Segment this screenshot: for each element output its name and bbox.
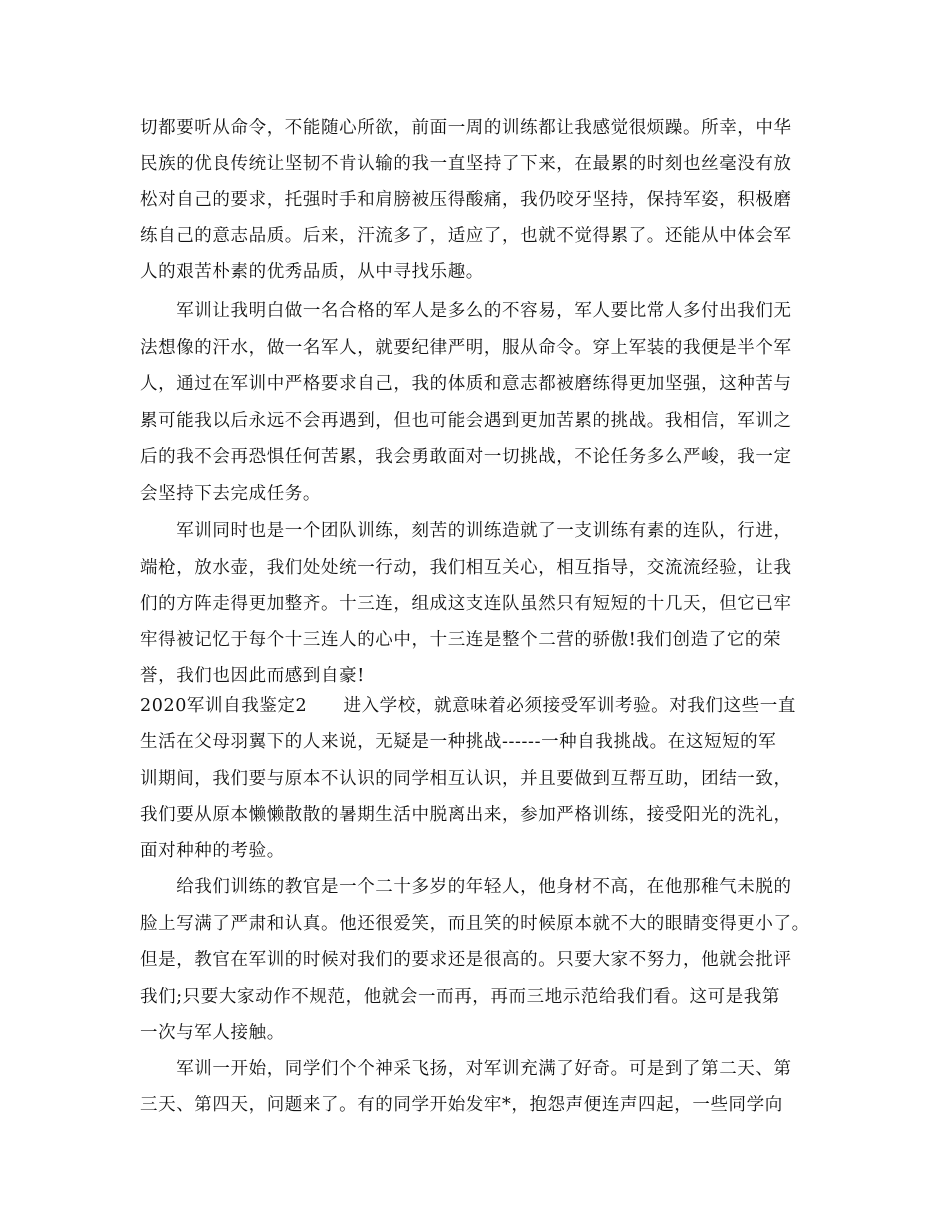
text-line: 切都要听从命令，不能随心所欲，前面一周的训练都让我感觉很烦躁。所幸，中华 [140,118,792,138]
text-line: 后的我不会再恐惧任何苦累，我会勇敢面对一切挑战，不论任务多么严峻，我一定 [140,447,792,467]
text-line: 法想像的汗水，做一名军人，就要纪律严明，服从命令。穿上军装的我便是半个军 [140,338,792,358]
text-line: 民族的优良传统让坚韧不肯认输的我一直坚持了下来，在最累的时刻也丝毫没有放 [140,154,792,174]
text-line: 面对种种的考验。 [140,841,285,861]
text-line: 们的方阵走得更加整齐。十三连，组成这支连队虽然只有短短的十几天，但它已牢 [140,594,792,614]
text-line: 军训一开始，同学们个个神采飞扬，对军训充满了好奇。可是到了第二天、第 [140,1059,792,1079]
text-line: 人的艰苦朴素的优秀品质，从中寻找乐趣。 [140,262,484,282]
text-line: 端枪，放水壶，我们处处统一行动，我们相互关心，相互指导，交流流经验，让我 [140,558,792,578]
text-line: 人，通过在军训中严格要求自己，我的体质和意志都被磨练得更加坚强，这种苦与 [140,374,792,394]
text-line: 给我们训练的教官是一个二十多岁的年轻人，他身材不高，在他那稚气未脱的 [140,877,792,897]
text-line: 我们;只要大家动作不规范，他就会一而再，再而三地示范给我们看。这可是我第 [140,987,780,1007]
text-line: 三天、第四天，问题来了。有的同学开始发牢*，抱怨声便连声四起，一些同学向 [140,1095,783,1115]
text-line: 军训让我明白做一名合格的军人是多么的不容易，军人要比常人多付出我们无 [140,301,792,321]
text-line: 我们要从原本懒懒散散的暑期生活中脱离出来，参加严格训练，接受阳光的洗礼， [140,805,792,825]
text-line: 练自己的意志品质。后来，汗流多了，适应了，也就不觉得累了。还能从中体会军 [140,226,792,246]
text-line: 生活在父母羽翼下的人来说，无疑是一种挑战------一种自我挑战。在这短短的军 [140,732,777,752]
text-line: 松对自己的要求，托强时手和肩膀被压得酸痛，我仍咬牙坚持，保持军姿，积极磨 [140,190,792,210]
text-line: 牢得被记忆于每个十三连人的心中，十三连是整个二营的骄傲!我们创造了它的荣 [140,630,782,650]
text-line: 誉，我们也因此而感到自豪! [140,666,365,686]
text-line: 训期间，我们要与原本不认识的同学相互认识，并且要做到互帮互助，团结一致， [140,769,792,789]
text-line: 会坚持下去完成任务。 [140,484,321,504]
text-line: 脸上写满了严肃和认真。他还很爱笑，而且笑的时候原本就不大的眼睛变得更小了。 [140,914,810,934]
text-line: 2020军训自我鉴定2 进入学校，就意味着必须接受军训考验。对我们这些一直 [140,696,796,716]
text-line: 但是，教官在军训的时候对我们的要求还是很高的。只要大家不努力，他就会批评 [140,950,792,970]
text-line: 一次与军人接触。 [140,1023,285,1043]
text-line: 军训同时也是一个团队训练，刻苦的训练造就了一支训练有素的连队，行进， [140,521,792,541]
text-line: 累可能我以后永远不会再遇到，但也可能会遇到更加苦累的挑战。我相信，军训之 [140,411,792,431]
